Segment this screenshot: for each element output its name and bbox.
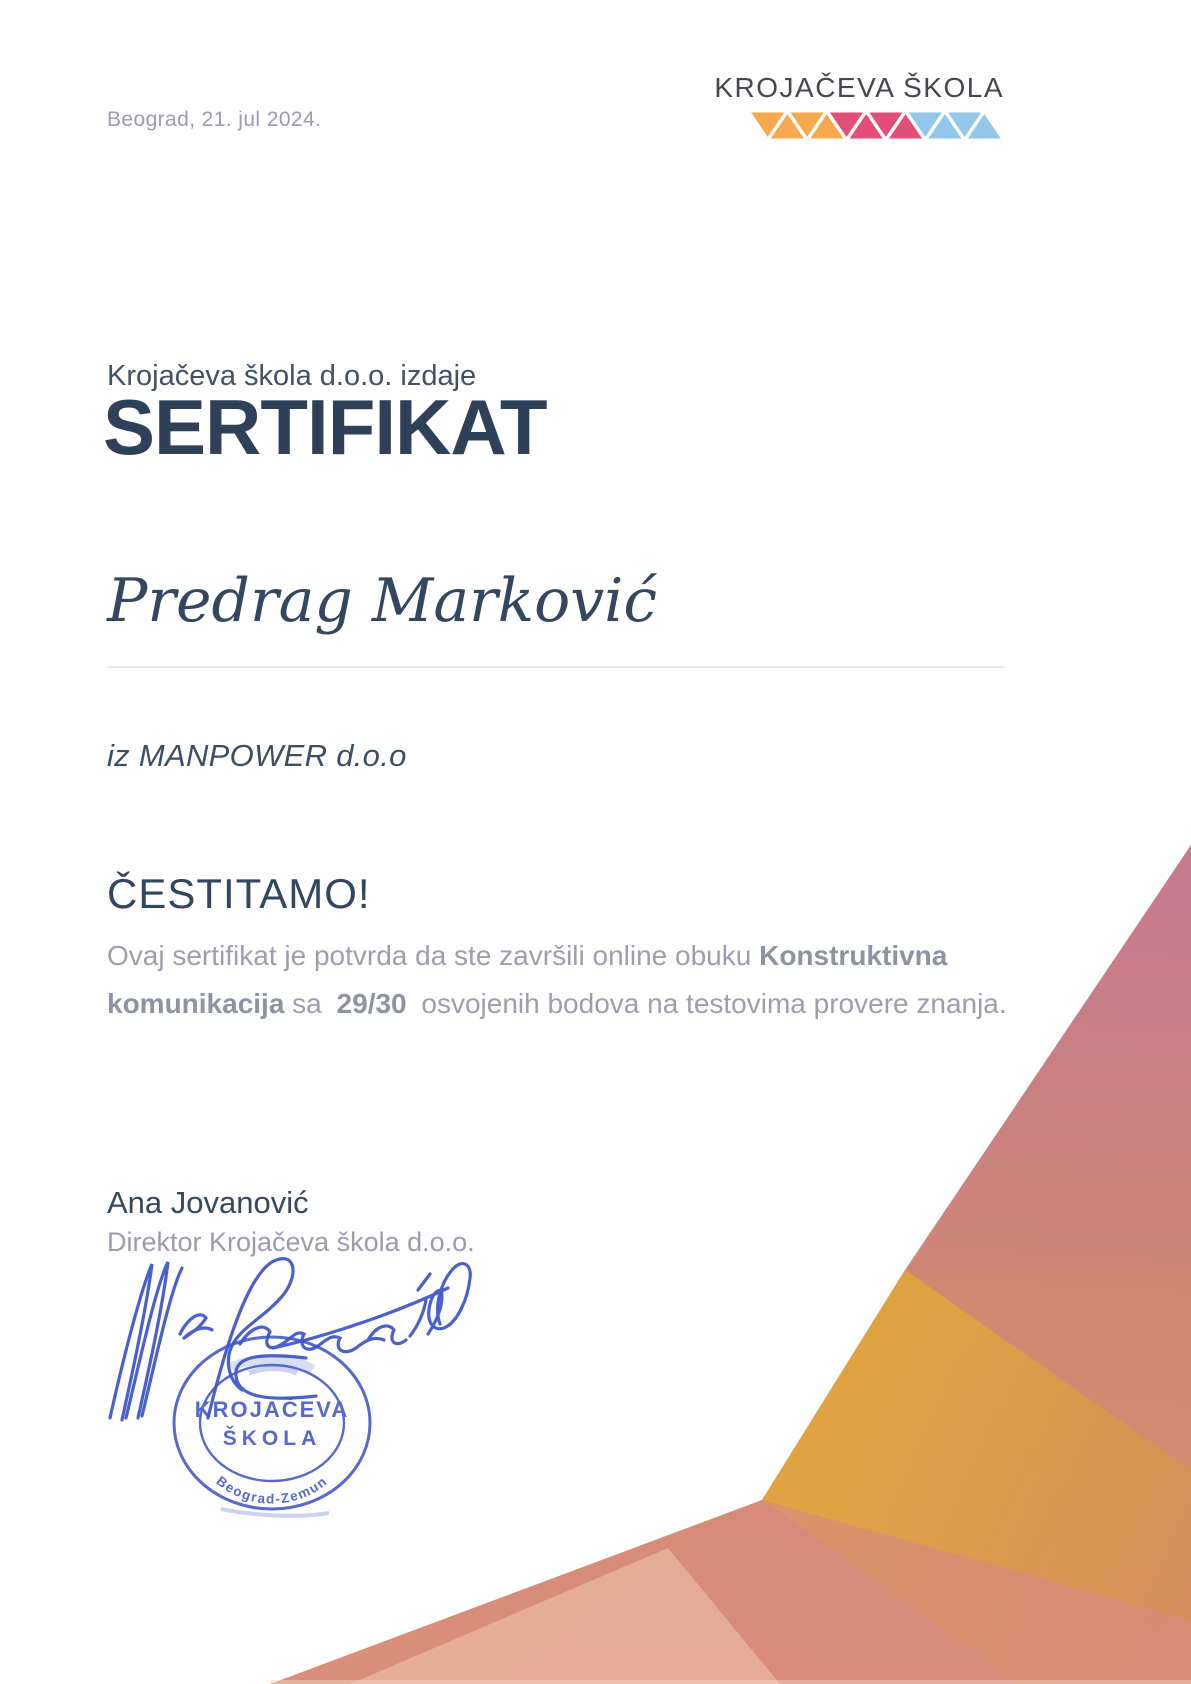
stamp-line1: KROJAČEVA — [194, 1397, 350, 1422]
recipient-company: iz MANPOWER d.o.o — [107, 738, 407, 773]
paragraph-middle: sa — [284, 988, 330, 1019]
course-name: Konstruktivna komunikacija — [107, 940, 948, 1019]
score-value: 29/30 — [336, 988, 407, 1019]
name-underline — [107, 666, 1005, 668]
logo-wordmark: KROJAČEVA ŠKOLA — [714, 72, 1004, 103]
recipient-name: Predrag Marković — [107, 566, 657, 636]
certificate-title: SERTIFIKAT — [103, 383, 547, 471]
signatory-name: Ana Jovanović — [107, 1185, 309, 1220]
congrats-paragraph — [107, 932, 1055, 1028]
stamp-labels — [195, 1397, 350, 1507]
logo-triangle-band-icon — [748, 111, 1004, 140]
issuer-line: Krojačeva škola d.o.o. izdaje — [107, 360, 477, 392]
paragraph-suffix: osvojenih bodova na testovima provere znanja. — [413, 988, 1007, 1019]
stamp-arc-textpath: Beograd-Zemun — [213, 1473, 331, 1507]
deco-bottom-strip — [270, 1680, 1191, 1684]
company-stamp — [165, 1333, 390, 1528]
stamp-ink-smudge — [249, 1369, 297, 1374]
school-logo — [714, 72, 1004, 140]
signature-stroke — [418, 1274, 430, 1290]
signature-stroke — [428, 1264, 470, 1334]
stamp-line2: ŠKOLA — [222, 1427, 322, 1450]
paragraph-prefix: Ovaj sertifikat je potvrda da ste završili online obuku — [107, 940, 760, 971]
congrats-heading: ČESTITAMO! — [107, 870, 371, 917]
issue-date: Beograd, 21. jul 2024. — [107, 108, 322, 131]
stamp-inner-ring — [200, 1365, 344, 1481]
signatory-role: Direktor Krojačeva škola d.o.o. — [107, 1227, 475, 1257]
